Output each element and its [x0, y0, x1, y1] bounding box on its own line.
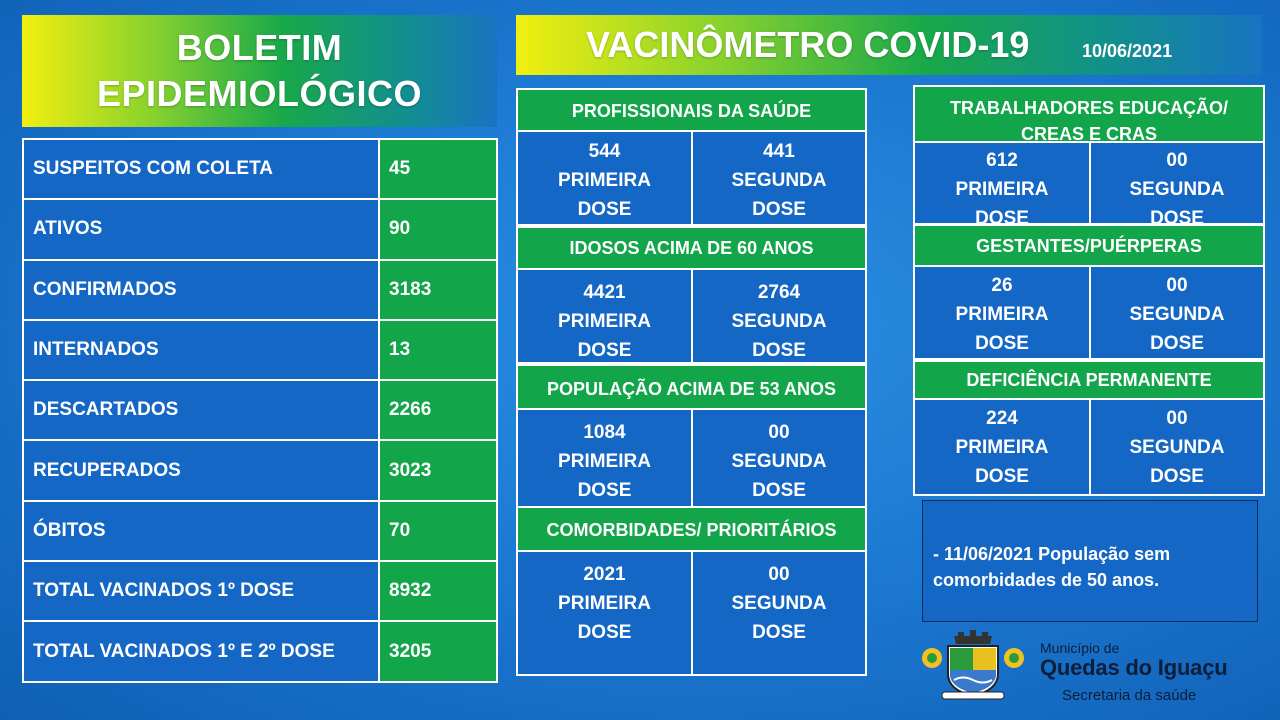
group-profissionais-saude: [516, 88, 867, 226]
stat-value: 45: [379, 139, 497, 199]
group-title: COMORBIDADES/ PRIORITÁRIOS: [516, 506, 867, 552]
second-dose-cell: [691, 130, 867, 226]
first-dose-count: 544: [588, 141, 621, 162]
dose-label: DOSE: [975, 208, 1029, 225]
stat-value: 8932: [379, 561, 497, 621]
dose-label: DOSE: [577, 340, 632, 361]
first-dose-cell: [516, 408, 693, 508]
dose-label: SEGUNDA: [1129, 437, 1225, 458]
first-dose-cell: [516, 550, 693, 676]
second-dose-cell: [1089, 141, 1265, 225]
dose-label: SEGUNDA: [1129, 179, 1225, 200]
city-name: Quedas do Iguaçu: [1040, 655, 1228, 680]
stat-value: 2266: [379, 380, 497, 440]
group-title-line2: CREAS E CRAS: [1020, 124, 1158, 143]
table-row: [23, 561, 497, 621]
dose-label: SEGUNDA: [731, 170, 827, 191]
table-row: [23, 621, 497, 681]
epidemiological-stats-table: [22, 138, 498, 683]
second-dose-count: 00: [768, 564, 790, 585]
note-line2: comorbidades de 50 anos.: [933, 570, 1160, 590]
table-row: [23, 380, 497, 440]
table-row: [23, 320, 497, 380]
table-row: [23, 139, 497, 199]
second-dose-cell: [691, 408, 867, 508]
stat-label: RECUPERADOS: [23, 440, 379, 500]
table-row: [23, 260, 497, 320]
group-idosos: [516, 226, 867, 364]
group-title: IDOSOS ACIMA DE 60 ANOS: [516, 226, 867, 270]
dose-label: DOSE: [1150, 208, 1204, 225]
second-dose-cell: [1089, 398, 1265, 496]
table-row: [23, 199, 497, 259]
first-dose-count: 1084: [583, 422, 626, 443]
first-dose-count: 26: [991, 275, 1013, 296]
stat-label: SUSPEITOS COM COLETA: [23, 139, 379, 199]
first-dose-count: 612: [986, 150, 1018, 171]
first-dose-cell: [913, 141, 1091, 225]
stat-label: CONFIRMADOS: [23, 260, 379, 320]
group-title: GESTANTES/PUÉRPERAS: [913, 224, 1265, 267]
dose-label: PRIMEIRA: [558, 311, 651, 332]
first-dose-count: 2021: [583, 564, 626, 585]
first-dose-cell: [516, 268, 693, 364]
first-dose-count: 224: [986, 408, 1018, 429]
dose-label: PRIMEIRA: [558, 593, 651, 614]
vacinometro-title: VACINÔMETRO COVID-19: [586, 24, 1030, 65]
group-title: DEFICIÊNCIA PERMANENTE: [913, 360, 1265, 400]
boletim-banner: [22, 15, 497, 127]
dose-label: PRIMEIRA: [955, 179, 1049, 200]
municipality-logo-text: [1040, 640, 1228, 680]
group-gestantes: [913, 224, 1265, 360]
dose-label: DOSE: [752, 622, 806, 643]
stat-label: TOTAL VACINADOS 1º E 2º DOSE: [23, 621, 379, 681]
dose-label: PRIMEIRA: [955, 304, 1049, 325]
first-dose-count: 4421: [583, 282, 626, 303]
dose-label: DOSE: [975, 466, 1029, 487]
boletim-title-line1: BOLETIM: [176, 27, 343, 68]
bulletin-date: 10/06/2021: [1082, 41, 1173, 61]
second-dose-count: 00: [1166, 275, 1188, 296]
dose-label: SEGUNDA: [731, 451, 827, 472]
stat-value: 3183: [379, 260, 497, 320]
second-dose-count: 00: [1166, 408, 1188, 429]
group-title: [913, 85, 1265, 143]
dose-label: PRIMEIRA: [558, 170, 651, 191]
first-dose-cell: [913, 265, 1091, 360]
stat-value: 3023: [379, 440, 497, 500]
group-title: PROFISSIONAIS DA SAÚDE: [516, 88, 867, 132]
stat-label: INTERNADOS: [23, 320, 379, 380]
stat-label: DESCARTADOS: [23, 380, 379, 440]
dose-label: SEGUNDA: [1129, 304, 1225, 325]
coat-of-arms-icon: [918, 630, 1028, 700]
stat-label: TOTAL VACINADOS 1º DOSE: [23, 561, 379, 621]
note-line1: - 11/06/2021 População sem: [933, 544, 1171, 564]
dose-label: DOSE: [577, 622, 632, 643]
second-dose-count: 00: [768, 422, 790, 443]
stat-value: 3205: [379, 621, 497, 681]
group-comorbidades: [516, 506, 867, 676]
table-row: [23, 501, 497, 561]
second-dose-count: 441: [763, 141, 795, 162]
table-row: [23, 440, 497, 500]
first-dose-cell: [516, 130, 693, 226]
dose-label: PRIMEIRA: [955, 437, 1049, 458]
municipality-label: Município de: [1040, 640, 1120, 656]
first-dose-cell: [913, 398, 1091, 496]
dose-label: SEGUNDA: [731, 593, 827, 614]
stat-label: ÓBITOS: [23, 501, 379, 561]
second-dose-count: 00: [1166, 150, 1188, 171]
dose-label: DOSE: [975, 333, 1029, 354]
second-dose-cell: [1089, 265, 1265, 360]
group-title-line1: TRABALHADORES EDUCAÇÃO/: [950, 98, 1228, 118]
dose-label: DOSE: [752, 199, 806, 220]
stat-value: 70: [379, 501, 497, 561]
dose-label: DOSE: [1150, 466, 1204, 487]
dose-label: DOSE: [1150, 333, 1204, 354]
stat-value: 90: [379, 199, 497, 259]
schedule-note: [922, 500, 1258, 622]
group-populacao-53: [516, 364, 867, 508]
dose-label: DOSE: [752, 480, 806, 501]
dose-label: SEGUNDA: [731, 311, 827, 332]
dose-label: DOSE: [752, 340, 806, 361]
boletim-title-line2: EPIDEMIOLÓGICO: [96, 73, 423, 114]
vacinometro-banner: [516, 15, 1262, 75]
second-dose-count: 2764: [757, 282, 801, 303]
second-dose-cell: [691, 268, 867, 364]
stat-label: ATIVOS: [23, 199, 379, 259]
group-title: POPULAÇÃO ACIMA DE 53 ANOS: [516, 364, 867, 410]
dose-label: DOSE: [577, 199, 632, 220]
department-name: Secretaria da saúde: [1062, 687, 1197, 704]
dose-label: DOSE: [577, 480, 632, 501]
stat-value: 13: [379, 320, 497, 380]
second-dose-cell: [691, 550, 867, 676]
dose-label: PRIMEIRA: [558, 451, 651, 472]
group-trabalhadores-educacao: [913, 85, 1265, 225]
group-deficiencia-permanente: [913, 360, 1265, 496]
